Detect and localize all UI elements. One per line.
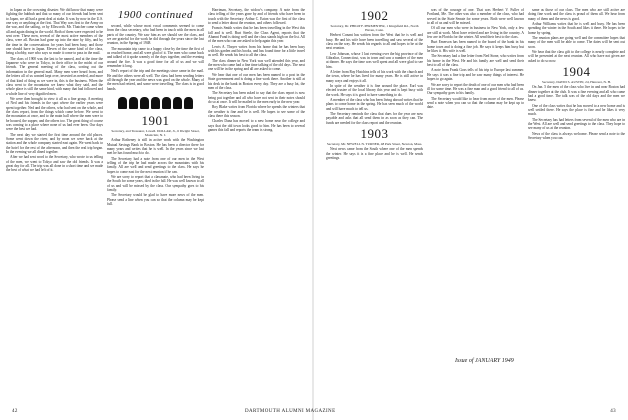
class-year-heading: 1903 — [360, 126, 389, 142]
paragraph: We are sorry to report that a classmate, who had been living in the South for some years, died in the fall. He was well known to all of us and will be missed by the class. Our sympathy goes to his family. — [107, 175, 204, 193]
paragraph: We are sorry to report the death of one of our men who had been ill for some time. He was a fine man and a good friend to all of us. Our sympathy goes to his family. — [427, 82, 524, 96]
paragraph: Herbert Conant has written from the West that he is well and busy. He and his wife have been travelling and saw several of the class on the way. He sends his regards to all and hopes to be at the next reunion. — [326, 33, 423, 51]
paragraph: The class dinner in New York was well attended this year, and the men who came had a fine time talking of the old days. The next one will be in the spring and all are asked to come. — [208, 58, 305, 72]
paragraph: Francis Smith writes that he has been travelling in the West this fall and is well. Burt Steele, the Class Agent, reports that the Alumni Fund is doing well and the class stands high on the list. All of the men who can are asked to help again this year. — [208, 26, 305, 44]
right-page-number: 43 — [610, 409, 616, 414]
paragraph: Charles Dana has moved to a new home near the college and says that the old town looks good to him. He has been to several games this fall and reports the team is strong. — [208, 119, 305, 132]
class-secretary-line: Secretary, DAVID S. AUSTIN, 2d, Hanover, N. H. — [542, 80, 611, 85]
figures-illustration — [107, 97, 204, 109]
paragraph: The Secretary had a note from one of our men in the West telling of the trip he had made across the mountains with his family. All are well and send greetings to the class. He says he hopes to come east for the next reunion if he can. — [107, 156, 204, 174]
column-5 — [427, 8, 524, 400]
paragraph: Roy Blake writes from Florida where he spends the winters that the weather is fine and he is well. He hopes to see some of the class there this season. — [208, 105, 305, 118]
column-1 — [6, 8, 103, 400]
paragraph: The Secretary would be glad to have more news of the men. Please send a line when you can so that the column may be kept full. — [107, 193, 204, 207]
paragraph: A letter from Ray Hutchins tells of his work with the church and the town, where he has lived for many years. He is still active in many ways and enjoys it all. — [326, 69, 423, 83]
class-secretary-line: Secretary, Mr. NEWELL N. TURNER, 48 Park Street, Newton, Mass. — [326, 142, 423, 147]
figure-silhouette — [184, 97, 193, 109]
class-year-heading: 1901 — [141, 113, 170, 129]
left-page-number: 42 — [12, 409, 18, 414]
paragraph: On Jan. 5 the men of the class who live in and near Boston had dinner together at the club. It was a fine evening and all who came had a good time. The talk was of the old days and the men we knew. — [528, 85, 625, 103]
paragraph: In spite of the weather it is fine around the place. Earl was elected trustee of the local library this year and is kept busy with the work. He says it is good to have something to do. — [326, 83, 423, 97]
paragraph: The mountain trip came to a happy close by the time the first of us reached home, and all were glad of it. The men who came back and talked of it spoke warmly of the days together, and the evening around the fire. It was a good time for all of us and we will remember it long. — [107, 46, 204, 69]
paragraph: We hear that the class gift to the college is nearly complete and will be presented at the next reunion. All who have not given are asked to do so now. — [528, 50, 625, 63]
figure-silhouette — [118, 97, 127, 109]
class-year-heading: 1904 — [562, 64, 591, 80]
figure-silhouette — [151, 97, 160, 109]
paragraph: Lew Johnson, whose 1 last evening over the big province of the Gibraltar, Connecticut, was in town and saw a number of the men at dinner. He says the time was well spent and all were glad to see him. — [326, 51, 423, 69]
class-secretary-line: Secretary, and Treasurer, Lowell. DOLLAR, Jr., 6 Dwight Street, Montclair, N. J. — [111, 129, 200, 138]
class-year-heading: 1900 continued — [117, 9, 194, 21]
paragraph: The Secretary has been asked to say that the class report is now being put together and all who have not sent in their notes should do so at once. It will be mailed to the men early in the new year. — [208, 91, 305, 104]
paragraph: One of the class writes that he has moved to a new home and is well settled there. He says the place is fine and he likes it very much. — [528, 103, 625, 117]
paragraph: The Secretary has had letters from several of the men who are in the West. All are well and send greetings to the class. They hope to see many of us at the reunion. — [528, 117, 625, 131]
paragraph: second, while whose most vocal comments seemed to come from the class secretary, who had been in touch with the men in all parts of the country. We saw him as we should see the class, and we are grateful for the work he did through the years since the last reunion, in the Spring of 1948. — [107, 24, 204, 46]
paragraph: The Secretary had a fine letter from Ned Stone, who writes from his home in the West. He and his family are well and send their best to all of the class. — [427, 54, 524, 68]
paragraph: The Secretary would like to hear from more of the men. Please send a note when you can so that the column may be kept up to date. — [427, 96, 524, 110]
issue-label: Issue of JANUARY 1949 — [455, 358, 514, 364]
paragraph: Of all our men who were in business in New York, only a few are still at work. Most have retired and are living in the country. A few are in Florida for the winter. All send their best to the class. — [427, 26, 524, 40]
paragraph: Arthur Rotheney is still in active work with the Washington Mutual Savings Bank in Boston. He has been a director there for many years and writes that he is well. In the years since we last met he has found much to do. — [107, 138, 204, 156]
paragraph: The reunion plans are going well and the committee hopes that many of the men will be able to come. The dates will be sent out soon. — [528, 36, 625, 49]
paragraph: We hear that one of our men has been named to a post in the State government and is doing a fine work there. Another is still at his desk in the bank in Boston every day. They are a busy lot, the men of the class. — [208, 72, 305, 90]
paragraph: Next news came from the South where one of the men spends the winter. He says it is a fine place and he is well. He sends greetings. — [326, 147, 423, 160]
paragraph: Harriman, Secretary, the widow's company. A note from the class telling of the years gone by and of friends who have been in touch with the Secretary. Arthur C. Eaton was the first of the class to send a letter about the reunion, and others followed. — [208, 8, 305, 26]
paragraph: A member of the class who has been living abroad writes that he plans to come home in the spring. He has seen much of the world and will have much to tell us. — [326, 98, 423, 111]
paragraph: in Japan as the crowning disaster. We did know that many were fighting the hubbub and that so many of our friends had been sent to Japan, we all had a great deal at stake. It was by now in the U.S. one way or anything at the first. That Way was first to the Army on the war, and the sailing, or by Ellsworth. Mr. Thatcher came when all and again dining in the world. Both of them were expected to be sent over. These men, several of the most active members of the class, were all. Boston had gone up into the nine by fifty, and by the time in the conversations for years had been busy, and those one should have in Japan. Eleven of the same kind of the class, being a hobby, sure who says so made it come to pass in the mail. — [6, 8, 103, 56]
column-2 — [107, 8, 204, 400]
paragraph: After we had sent word to the Secretary, who wrote to us telling of the men, we went to Tokyo and saw the old friends. It was a great day for all. The trip was all done in a short time and we made the best of what we had left of it. — [6, 155, 103, 173]
magazine-title: DARTMOUTH ALUMNI MAGAZINE — [245, 409, 336, 414]
paragraph: A note from Frank Goss tells of his trip to Europe last summer. He says it was a fine trip and he saw many things of interest. He hopes to go again. — [427, 68, 524, 82]
figure-silhouette — [173, 97, 182, 109]
figure-silhouette — [140, 97, 149, 109]
paragraph: Lewis A. Thayer writes from his home that he has been busy with his garden and his books, and has found time for a little travel as well. He sends his best to all the class. — [208, 44, 305, 58]
column-3 — [208, 8, 305, 400]
paragraph: The next day we started the first time around the old places. Some went down the river, and by noon we were back at the station and the whole company started east again. We went back to the hotel for the rest of the afternoon, and then the real trip began. In the evening we all dined together. — [6, 132, 103, 154]
class-secretary-line: Secretary, Dr. PHILIP F. PERMENTER, 1 Kingsfield Rd., North Haven, Conn. — [330, 24, 419, 33]
figure-silhouette — [162, 97, 171, 109]
paragraph: was of the courage of one. That was Herbert V. Fuller of Portland, Me. The other was also a member of the class, who had served in the State Senate for some years. Both were well known to all of us and will be missed. — [427, 8, 524, 26]
paragraph: The class of 1900 was the last to be named, and at the time the Japanese who were in Tokyo, in their office in the midst of our friends. The general meeting of the class, sorting out the information in the general mail. Many men were heard from, and the letters all of us wanted kept over, invested as needed, and more of that kind of thing as we were in, this is the business. When the class went to the mountains we knew what they said, and the whole place is still the same kind, with many that had followed and a whole line of very dignified men. — [6, 56, 103, 96]
column-4 — [326, 8, 423, 400]
paragraph: We were then brought to view it all as a fine group. A meeting of Ned and his friends in the spot where the earlier years were spent together. Ned and the others, who had sent on the whole, and the class report, from the things which came before. We went to the mountains at once, and to the main hall where the men were to be housed, the supper, and the others too. The great thing of course was coming to a place where none of us had ever been. Our days were the best we had. — [6, 96, 103, 132]
column-6 — [528, 8, 625, 400]
figure-silhouette — [129, 97, 138, 109]
paragraph: The Secretary reminds the class that dues for the year are now payable and asks that all send them in as soon as they can. The funds are needed for the class report and the reunion. — [326, 112, 423, 125]
class-year-heading: 1902 — [360, 8, 389, 23]
paragraph: Burt Emerson has been named to the board of the bank in his home town and is doing a fine job. He says it keeps him busy but he likes it. His wife is well. — [427, 40, 524, 54]
paragraph: same as those of our class. The men who are still active are doing fine work and the class is proud of them all. We hear from many of them and the news is good. — [528, 8, 625, 21]
paragraph: Ned's report of the trip and the meetings since came in the mail. He and the others were all well. The class had been sending letters all through the year and the news was good on the whole. Many of the men had retired, and some were travelling. The class is in good hands. — [107, 69, 204, 91]
page-gutter — [312, 0, 314, 420]
paragraph: Arthur Williams writes that he is well and busy. He has been spending the winter in the South and likes it there. He hopes to be home by spring. — [528, 22, 625, 35]
paragraph: News of the class is always welcome. Please send a note to the Secretary when you can. — [528, 131, 625, 140]
